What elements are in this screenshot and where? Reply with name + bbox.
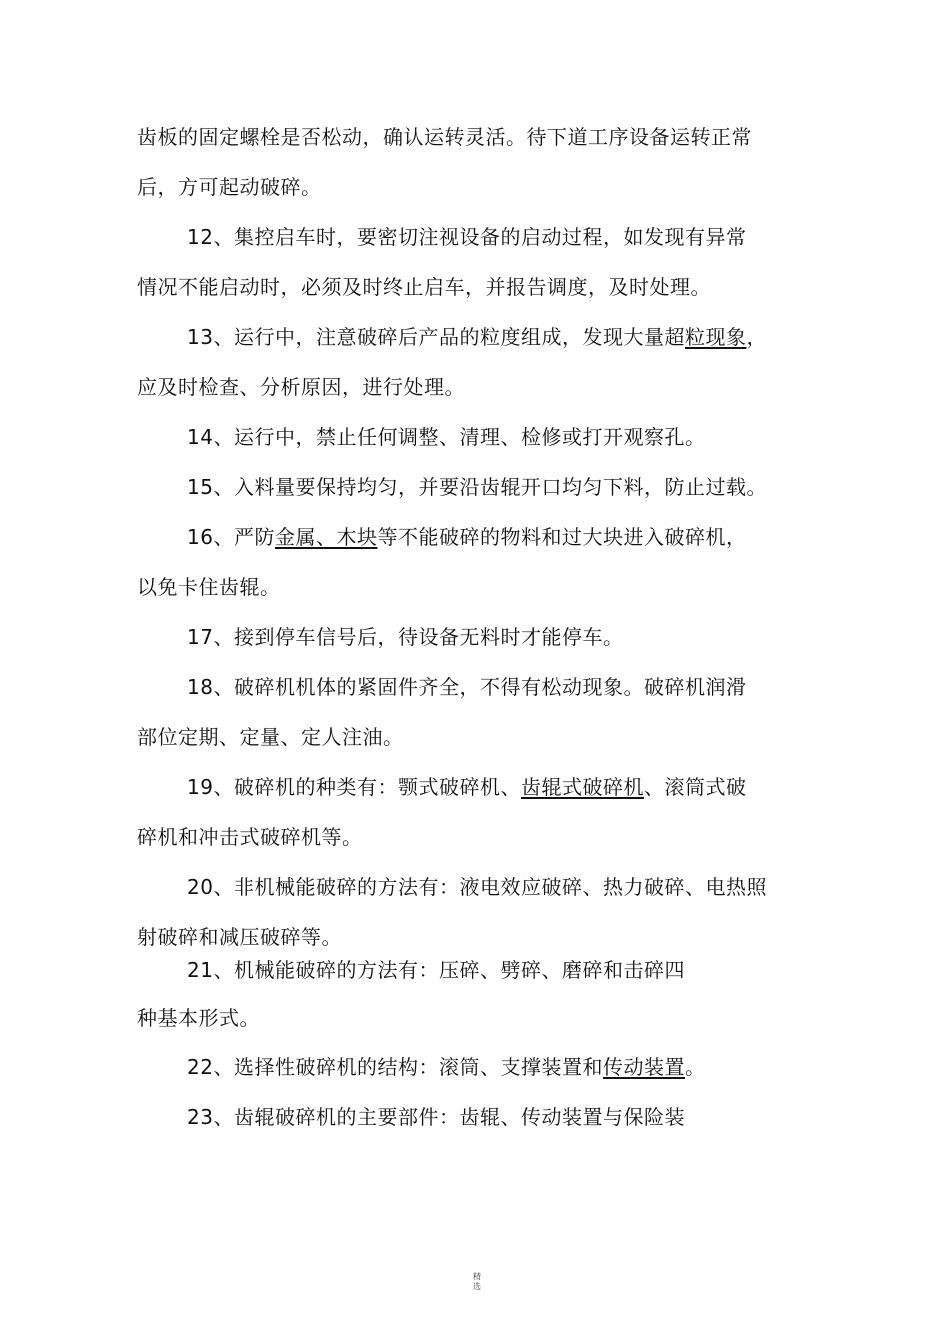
text-line: 部位定期、定量、定人注油。	[137, 725, 404, 749]
text-line: 射破碎和减压破碎等。	[137, 925, 342, 949]
footer-char: 选	[473, 1282, 481, 1291]
text-segment: 。	[684, 1055, 706, 1079]
paragraph-13	[187, 325, 767, 349]
paragraph-18: 18、破碎机机体的紧固件齐全，不得有松动现象。破碎机润滑	[187, 675, 747, 699]
underlined-term: 传动装置	[602, 1055, 685, 1079]
paragraph-12: 12、集控启车时，要密切注视设备的启动过程，如发现有异常	[187, 225, 747, 249]
paragraph-19	[187, 775, 746, 799]
paragraph-17: 17、接到停车信号后，待设备无料时才能停车。	[187, 625, 624, 649]
text-line: 后，方可起动破碎。	[137, 175, 322, 199]
text-segment: ，	[746, 325, 767, 349]
text-segment: 22、选择性破碎机的结构：滚筒、支撑装置和	[187, 1055, 603, 1079]
text-line: 应及时检查、分析原因，进行处理。	[137, 375, 465, 399]
paragraph-16	[187, 525, 746, 549]
text-segment: 16、严防	[187, 525, 275, 549]
text-segment: 等不能破碎的物料和过大块进入破碎机，	[377, 525, 747, 549]
footer-char: 精	[473, 1272, 481, 1281]
text-segment: 19、破碎机的种类有：颚式破碎机、	[187, 775, 521, 799]
paragraph-14: 14、运行中，禁止任何调整、清理、检修或打开观察孔。	[187, 425, 706, 449]
paragraph-22	[187, 1055, 705, 1079]
page-footer	[467, 1272, 487, 1292]
text-line: 情况不能启动时，必须及时终止启车，并报告调度，及时处理。	[137, 275, 711, 299]
text-line: 以免卡住齿辊。	[137, 575, 281, 599]
paragraph-23: 23、齿辊破碎机的主要部件：齿辊、传动装置与保险装	[187, 1105, 685, 1129]
underlined-term: 金属、木块	[274, 525, 378, 549]
text-line: 碎机和冲击式破碎机等。	[137, 825, 363, 849]
paragraph-15: 15、入料量要保持均匀，并要沿齿辊开口均匀下料，防止过载。	[187, 475, 767, 499]
underlined-term: 粒现象	[684, 325, 747, 349]
text-segment: 、滚筒式破	[643, 775, 747, 799]
text-segment: 13、运行中，注意破碎后产品的粒度组成，发现大量超	[187, 325, 685, 349]
paragraph-21: 21、机械能破碎的方法有：压碎、劈碎、磨碎和击碎四	[187, 958, 685, 982]
paragraph-20: 20、非机械能破碎的方法有：液电效应破碎、热力破碎、电热照	[187, 875, 767, 899]
text-line: 齿板的固定螺栓是否松动，确认运转灵活。待下道工序设备运转正常	[137, 125, 752, 149]
text-line: 种基本形式。	[137, 1006, 260, 1030]
underlined-term: 齿辊式破碎机	[520, 775, 644, 799]
